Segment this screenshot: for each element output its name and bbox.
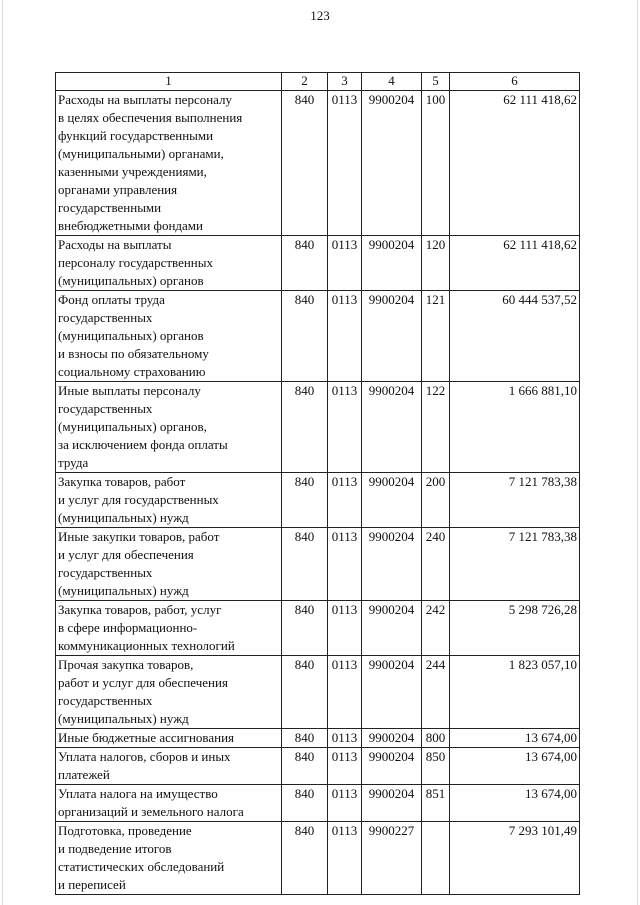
- expense-name-cell: Уплата налога на имущество организаций и земельного налога: [56, 785, 282, 822]
- article-code-cell: 9900204: [362, 382, 422, 473]
- expense-type-code-cell: 242: [422, 601, 450, 656]
- table-row: [56, 785, 580, 822]
- header-col-4: 4: [362, 73, 422, 91]
- header-col-3: 3: [328, 73, 362, 91]
- expense-name-cell: Уплата налогов, сборов и иных платежей: [56, 748, 282, 785]
- table-row: [56, 601, 580, 656]
- amount-cell: 62 111 418,62: [450, 91, 580, 236]
- header-col-1: 1: [56, 73, 282, 91]
- section-code-cell: 0113: [328, 601, 362, 656]
- ministry-code-cell: 840: [282, 748, 328, 785]
- table-row: [56, 382, 580, 473]
- expense-type-code-cell: 120: [422, 236, 450, 291]
- page-number: 123: [310, 8, 330, 23]
- table-row: [56, 528, 580, 601]
- expense-name-cell: Фонд оплаты труда государственных (муниципальных) органов и взносы по обязательному социальному страхованию: [56, 291, 282, 382]
- expense-name-cell: Расходы на выплаты персоналу в целях обеспечения выполнения функций государственными (муниципальными) органами, казенными учреждениями, органами управления государственными внебюджетными фондами: [56, 91, 282, 236]
- section-code-cell: 0113: [328, 291, 362, 382]
- expense-name-cell: Прочая закупка товаров, работ и услуг для обеспечения государственных (муниципальных) нужд: [56, 656, 282, 729]
- article-code-cell: 9900227: [362, 822, 422, 895]
- article-code-cell: 9900204: [362, 729, 422, 748]
- section-code-cell: 0113: [328, 236, 362, 291]
- header-col-5: 5: [422, 73, 450, 91]
- article-code-cell: 9900204: [362, 785, 422, 822]
- expense-type-code-cell: [422, 822, 450, 895]
- ministry-code-cell: 840: [282, 822, 328, 895]
- ministry-code-cell: 840: [282, 236, 328, 291]
- amount-cell: 1 823 057,10: [450, 656, 580, 729]
- ministry-code-cell: 840: [282, 656, 328, 729]
- expense-type-code-cell: 850: [422, 748, 450, 785]
- expense-name-cell: Закупка товаров, работ и услуг для государственных (муниципальных) нужд: [56, 473, 282, 528]
- expense-type-code-cell: 122: [422, 382, 450, 473]
- article-code-cell: 9900204: [362, 473, 422, 528]
- amount-cell: 13 674,00: [450, 785, 580, 822]
- table-header: [56, 73, 580, 91]
- article-code-cell: 9900204: [362, 528, 422, 601]
- table-row: [56, 748, 580, 785]
- expense-name-cell: Подготовка, проведение и подведение итогов статистических обследований и переписей: [56, 822, 282, 895]
- ministry-code-cell: 840: [282, 473, 328, 528]
- section-code-cell: 0113: [328, 748, 362, 785]
- amount-cell: 13 674,00: [450, 729, 580, 748]
- amount-cell: 7 293 101,49: [450, 822, 580, 895]
- expense-type-code-cell: 851: [422, 785, 450, 822]
- expense-type-code-cell: 244: [422, 656, 450, 729]
- expense-type-code-cell: 200: [422, 473, 450, 528]
- expense-name-cell: Расходы на выплаты персоналу государственных (муниципальных) органов: [56, 236, 282, 291]
- section-code-cell: 0113: [328, 656, 362, 729]
- ministry-code-cell: 840: [282, 601, 328, 656]
- table-row: [56, 236, 580, 291]
- ministry-code-cell: 840: [282, 382, 328, 473]
- expense-name-cell: Иные бюджетные ассигнования: [56, 729, 282, 748]
- header-col-6: 6: [450, 73, 580, 91]
- article-code-cell: 9900204: [362, 656, 422, 729]
- expense-type-code-cell: 100: [422, 91, 450, 236]
- section-code-cell: 0113: [328, 822, 362, 895]
- scan-edge-left: [2, 0, 3, 905]
- scan-edge-right: [637, 0, 638, 905]
- section-code-cell: 0113: [328, 473, 362, 528]
- amount-cell: 13 674,00: [450, 748, 580, 785]
- article-code-cell: 9900204: [362, 748, 422, 785]
- section-code-cell: 0113: [328, 91, 362, 236]
- expense-type-code-cell: 121: [422, 291, 450, 382]
- article-code-cell: 9900204: [362, 236, 422, 291]
- expense-type-code-cell: 800: [422, 729, 450, 748]
- table-row: [56, 473, 580, 528]
- ministry-code-cell: 840: [282, 91, 328, 236]
- ministry-code-cell: 840: [282, 291, 328, 382]
- expense-name-cell: Иные закупки товаров, работ и услуг для обеспечения государственных (муниципальных) нужд: [56, 528, 282, 601]
- section-code-cell: 0113: [328, 729, 362, 748]
- table-row: [56, 291, 580, 382]
- table-row: [56, 729, 580, 748]
- ministry-code-cell: 840: [282, 729, 328, 748]
- ministry-code-cell: 840: [282, 528, 328, 601]
- header-col-2: 2: [282, 73, 328, 91]
- table-body: [56, 91, 580, 895]
- article-code-cell: 9900204: [362, 91, 422, 236]
- table-row: [56, 91, 580, 236]
- expense-name-cell: Закупка товаров, работ, услуг в сфере информационно- коммуникационных технологий: [56, 601, 282, 656]
- amount-cell: 1 666 881,10: [450, 382, 580, 473]
- amount-cell: 5 298 726,28: [450, 601, 580, 656]
- amount-cell: 62 111 418,62: [450, 236, 580, 291]
- article-code-cell: 9900204: [362, 291, 422, 382]
- amount-cell: 7 121 783,38: [450, 473, 580, 528]
- amount-cell: 7 121 783,38: [450, 528, 580, 601]
- expense-type-code-cell: 240: [422, 528, 450, 601]
- article-code-cell: 9900204: [362, 601, 422, 656]
- table-row: [56, 822, 580, 895]
- header-row: [56, 73, 580, 91]
- table-row: [56, 656, 580, 729]
- section-code-cell: 0113: [328, 785, 362, 822]
- budget-table: [55, 72, 580, 895]
- section-code-cell: 0113: [328, 528, 362, 601]
- section-code-cell: 0113: [328, 382, 362, 473]
- amount-cell: 60 444 537,52: [450, 291, 580, 382]
- ministry-code-cell: 840: [282, 785, 328, 822]
- expense-name-cell: Иные выплаты персоналу государственных (муниципальных) органов, за исключением фонда оплаты труда: [56, 382, 282, 473]
